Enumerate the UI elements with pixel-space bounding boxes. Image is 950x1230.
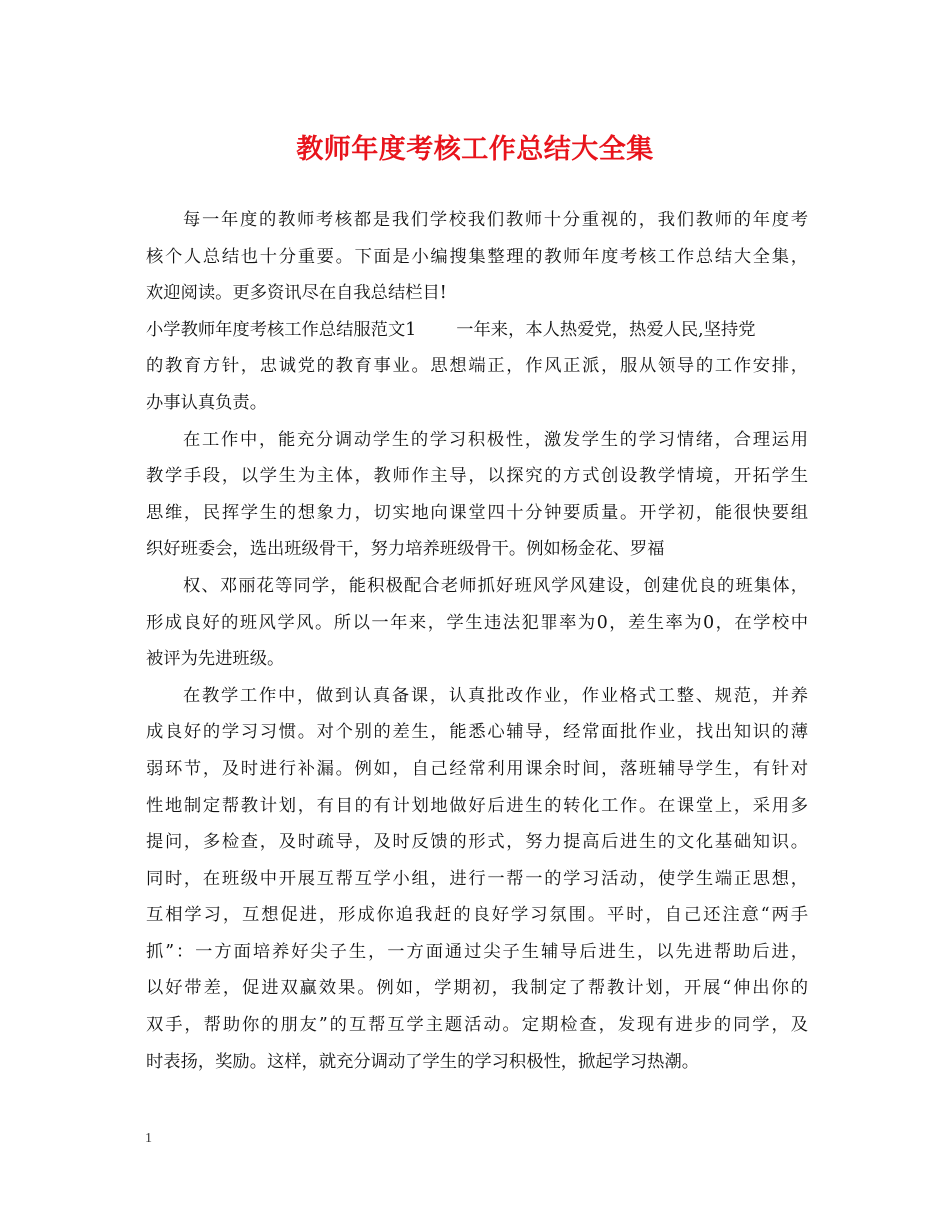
text-line: 思维，民挥学生的想象力，切实地向课堂四十分钟要质量。开学初，能很快要组 bbox=[146, 502, 808, 523]
text-line: 互相学习，互想促进，形成你追我赶的良好学习氛围。平时，自己还注意“两手 bbox=[146, 905, 808, 926]
text-line: 织好班委会，选出班级骨干，努力培养班级骨干。例如杨金花、罗福 bbox=[146, 539, 665, 560]
text-line bbox=[146, 312, 808, 349]
document-body bbox=[146, 202, 808, 1080]
text-line: 双手，帮助你的朋友”的互帮互学主题活动。定期检查，发现有进步的同学，及 bbox=[146, 1015, 808, 1036]
document-title: 教师年度考核工作总结大全集 bbox=[296, 134, 654, 165]
text-line: 形成良好的班风学风。所以一年来，学生违法犯罪率为0，差生率为0，在学校中 bbox=[146, 612, 808, 633]
text-line: 同时，在班级中开展互帮互学小组，进行一帮一的学习活动，使学生端正思想， bbox=[146, 868, 808, 889]
section-heading: 小学教师年度考核工作总结服范文1 bbox=[146, 319, 417, 340]
text-line: 每一年度的教师考核都是我们学校我们教师十分重视的，我们教师的年度考 bbox=[183, 210, 808, 230]
text-line: 教学手段，以学生为主体，教师作主导，以探究的方式创设教学情境，开拓学生 bbox=[146, 466, 808, 487]
text-line: 抓”：一方面培养好尖子生，一方面通过尖子生辅导后进生，以先进帮助后进， bbox=[146, 941, 808, 962]
text-line: 的教育方针，忠诚党的教育事业。思想端正，作风正派，服从领导的工作安排， bbox=[146, 356, 808, 377]
text-line: 提问，多检查，及时疏导，及时反馈的形式，努力提高后进生的文化基础知识。 bbox=[146, 832, 808, 853]
text-line: 办事认真负责。 bbox=[146, 392, 267, 413]
section-text: 一年来，本人热爱党，热爱人民,坚持党 bbox=[456, 319, 756, 340]
text-line: 性地制定帮教计划，有目的有计划地做好后进生的转化工作。在课堂上，采用多 bbox=[146, 795, 808, 816]
text-line: 在教学工作中，做到认真备课，认真批改作业，作业格式工整、规范，并养 bbox=[183, 685, 808, 706]
page-number: 1 bbox=[145, 1131, 152, 1146]
text-line: 成良好的学习习惯。对个别的差生，能悉心辅导，经常面批作业，找出知识的薄 bbox=[146, 722, 808, 743]
text-line: 核个人总结也十分重要。下面是小编搜集整理的教师年度考核工作总结大全集， bbox=[146, 246, 808, 267]
text-line: 在工作中，能充分调动学生的学习积极性，激发学生的学习情绪，合理运用 bbox=[183, 429, 808, 450]
text-line: 时表扬，奖励。这样，就充分调动了学生的学习积极性，掀起学习热潮。 bbox=[146, 1051, 700, 1072]
text-line: 弱环节，及时进行补漏。例如，自己经常利用课余时间，落班辅导学生，有针对 bbox=[146, 758, 808, 779]
text-line: 权、邓丽花等同学，能积极配合老师抓好班风学风建设，创建优良的班集体， bbox=[183, 575, 808, 596]
text-line: 以好带差，促进双赢效果。例如，学期初，我制定了帮教计划，开展“伸出你的 bbox=[146, 978, 808, 999]
text-line: 欢迎阅读。更多资讯尽在自我总结栏目! bbox=[146, 283, 447, 304]
text-line: 被评为先进班级。 bbox=[146, 649, 285, 670]
